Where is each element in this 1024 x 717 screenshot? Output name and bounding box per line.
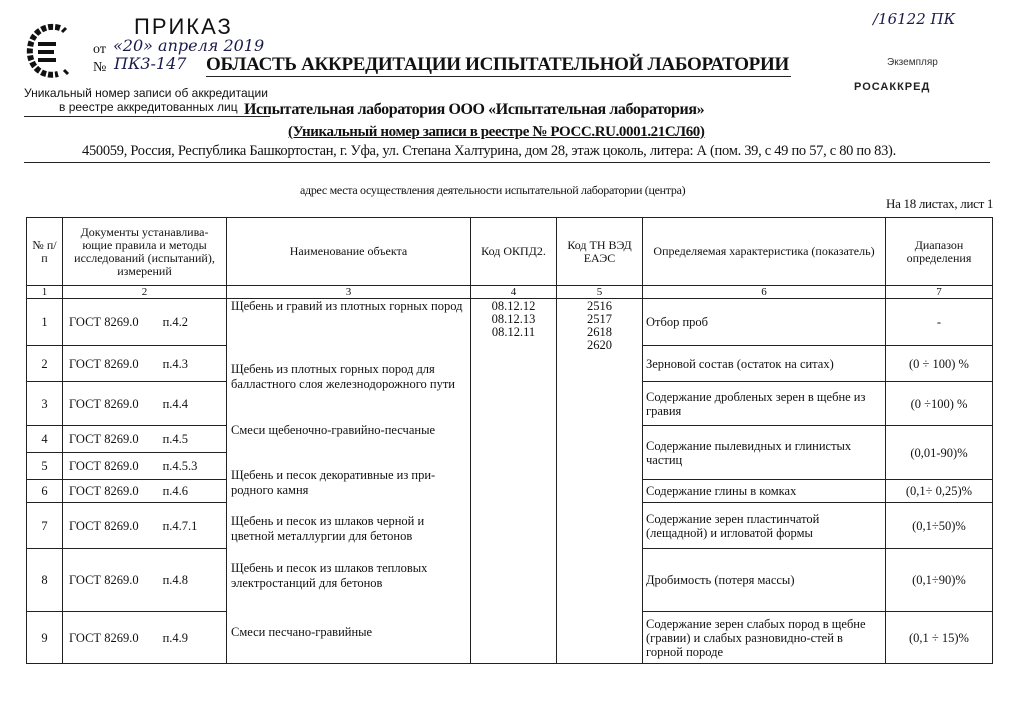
- characteristic: Дробимость (потеря массы): [643, 549, 886, 612]
- column-number: 6: [643, 286, 886, 299]
- tnved-code: 2517: [587, 312, 612, 326]
- order-title: ПРИКАЗ: [134, 14, 233, 39]
- column-number: 3: [227, 286, 471, 299]
- gost-code: ГОСТ 8269.0: [69, 432, 139, 446]
- okpd-code: 08.12.11: [491, 325, 536, 339]
- row-number: 7: [27, 503, 63, 549]
- order-date-label: от: [93, 42, 106, 57]
- object-cell: [227, 299, 471, 664]
- characteristic: Содержание зерен слабых пород в щебне (гравии) и слабых разновидно-стей в горной породе: [643, 612, 886, 664]
- range: (0,01-90)%: [886, 426, 993, 480]
- title-underline: [206, 76, 791, 77]
- registry-label-line2: в реестре аккредитованных лиц: [59, 100, 238, 114]
- header-docs: Документы устанавлива-ющие правила и методы исследований (испытаний), измерений: [63, 218, 227, 286]
- gost-point: п.4.5: [162, 432, 189, 446]
- gost-code: ГОСТ 8269.0: [69, 484, 139, 498]
- order-number-handwritten: ПК3-147: [114, 54, 187, 73]
- gost-point: п.4.5.3: [162, 459, 198, 473]
- object-item: Щебень и песок декоративные из при-родного камня: [231, 468, 436, 497]
- header-no: № п/п: [27, 218, 63, 286]
- lab-address: 450059, Россия, Республика Башкортостан, г. Уфа, ул. Степана Халтурина, дом 28, этаж цоколь, литера: А (пом. 39, с 49 по 57, с 80 по 83).: [82, 143, 896, 159]
- object-item: Щебень и песок из шлаков тепловых электростанций для бетонов: [231, 561, 428, 590]
- order-date-handwritten: «20» апреля 2019: [113, 36, 265, 55]
- header-object: Наименование объекта: [227, 218, 471, 286]
- gost-code: ГОСТ 8269.0: [69, 630, 139, 645]
- column-number: 4: [471, 286, 557, 299]
- gost-code: ГОСТ 8269.0: [69, 396, 139, 411]
- okpd-code: 08.12.12: [491, 299, 536, 313]
- column-number: 1: [27, 286, 63, 299]
- rosakkred-stamp: РОСАККРЕД: [854, 81, 931, 93]
- row-gost: [63, 299, 227, 346]
- range: (0 ÷100) %: [886, 382, 993, 426]
- gost-point: п.4.6: [162, 484, 189, 498]
- row-number: 8: [27, 549, 63, 612]
- row-number: 1: [27, 299, 63, 346]
- table-header-row: [27, 218, 993, 286]
- column-number: 5: [557, 286, 643, 299]
- row-gost: [63, 382, 227, 426]
- registry-underline: [24, 116, 270, 117]
- row-gost: [63, 453, 227, 480]
- object-item: Щебень из плотных горных пород для балластного слоя железнодорожного пути: [231, 362, 455, 391]
- row-number: 3: [27, 382, 63, 426]
- characteristic: Содержание зерен пластинчатой (лещадной) и игловатой формы: [643, 503, 886, 549]
- range: (0,1÷90)%: [886, 549, 993, 612]
- lab-name: Испытательная лаборатория ООО «Испытательная лаборатория»: [244, 101, 705, 118]
- tnved-code: 2620: [587, 338, 612, 352]
- column-number: 2: [63, 286, 227, 299]
- characteristic: Содержание глины в комках: [643, 480, 886, 503]
- gost-point: п.4.9: [162, 630, 189, 645]
- header-range: Диапазон определения: [886, 218, 993, 286]
- range: -: [886, 299, 993, 346]
- accreditation-table: [26, 217, 993, 664]
- column-number-row: [27, 286, 993, 299]
- gost-code: ГОСТ 8269.0: [69, 356, 139, 371]
- okpd-code: 08.12.13: [491, 312, 536, 326]
- row-gost: [63, 426, 227, 453]
- row-gost: [63, 503, 227, 549]
- range: (0,1 ÷ 15)%: [886, 612, 993, 664]
- characteristic: Зерновой состав (остаток на ситах): [643, 346, 886, 382]
- page-title: ОБЛАСТЬ АККРЕДИТАЦИИ ИСПЫТАТЕЛЬНОЙ ЛАБОРАТОРИИ: [206, 54, 789, 75]
- table-row: [27, 299, 993, 346]
- registry-label: [24, 86, 268, 114]
- gost-point: п.4.7.1: [162, 518, 198, 533]
- header-characteristic: Определяемая характеристика (показатель): [643, 218, 886, 286]
- okpd-cell: [471, 299, 557, 664]
- gost-code: ГОСТ 8269.0: [69, 315, 139, 329]
- header-okpd: Код ОКПД2.: [471, 218, 557, 286]
- column-number: 7: [886, 286, 993, 299]
- gost-point: п.4.2: [162, 315, 189, 329]
- row-number: 5: [27, 453, 63, 480]
- characteristic: Содержание дробленых зерен в щебне из гравия: [643, 382, 886, 426]
- row-number: 6: [27, 480, 63, 503]
- address-underline: [24, 162, 990, 163]
- row-gost: [63, 612, 227, 664]
- address-caption: адрес места осуществления деятельности испытательной лаборатории (центра): [300, 183, 686, 197]
- characteristic: Отбор проб: [643, 299, 886, 346]
- row-number: 9: [27, 612, 63, 664]
- gost-code: ГОСТ 8269.0: [69, 573, 139, 587]
- object-item: Смеси песчано-гравийные: [231, 625, 373, 639]
- ministry-emblem-icon: [24, 22, 70, 80]
- gost-point: п.4.3: [162, 356, 189, 371]
- row-number: 4: [27, 426, 63, 453]
- row-number: 2: [27, 346, 63, 382]
- characteristic: Содержание пылевидных и глинистых частиц: [643, 426, 886, 480]
- object-item: Щебень и песок из шлаков черной и цветной металлургии для бетонов: [231, 514, 425, 543]
- tnved-code: 2516: [587, 299, 612, 313]
- row-gost: [63, 480, 227, 503]
- registry-label-line1: Уникальный номер записи об аккредитации: [24, 86, 268, 100]
- object-item: Щебень и гравий из плотных горных пород: [231, 299, 463, 313]
- gost-code: ГОСТ 8269.0: [69, 518, 139, 533]
- row-gost: [63, 549, 227, 612]
- tnved-cell: [557, 299, 643, 664]
- sheet-info: На 18 листах, лист 1: [886, 196, 994, 211]
- lab-registry-number: (Уникальный номер записи в реестре № РОСС.RU.0001.21СЛ60): [288, 124, 705, 140]
- gost-point: п.4.4: [162, 396, 189, 411]
- header-tnved: Код ТН ВЭД ЕАЭС: [557, 218, 643, 286]
- gost-code: ГОСТ 8269.0: [69, 459, 139, 473]
- range: (0 ÷ 100) %: [886, 346, 993, 382]
- corner-handwritten-note: /16122 ПК: [873, 10, 956, 28]
- range: (0,1÷50)%: [886, 503, 993, 549]
- object-item: Смеси щебеночно-гравийно-песчаные: [231, 423, 436, 437]
- gost-point: п.4.8: [162, 573, 189, 587]
- copy-stamp: Экземпляр: [887, 57, 938, 68]
- order-number-label: №: [93, 60, 107, 75]
- tnved-code: 2618: [587, 325, 612, 339]
- row-gost: [63, 346, 227, 382]
- range: (0,1÷ 0,25)%: [886, 480, 993, 503]
